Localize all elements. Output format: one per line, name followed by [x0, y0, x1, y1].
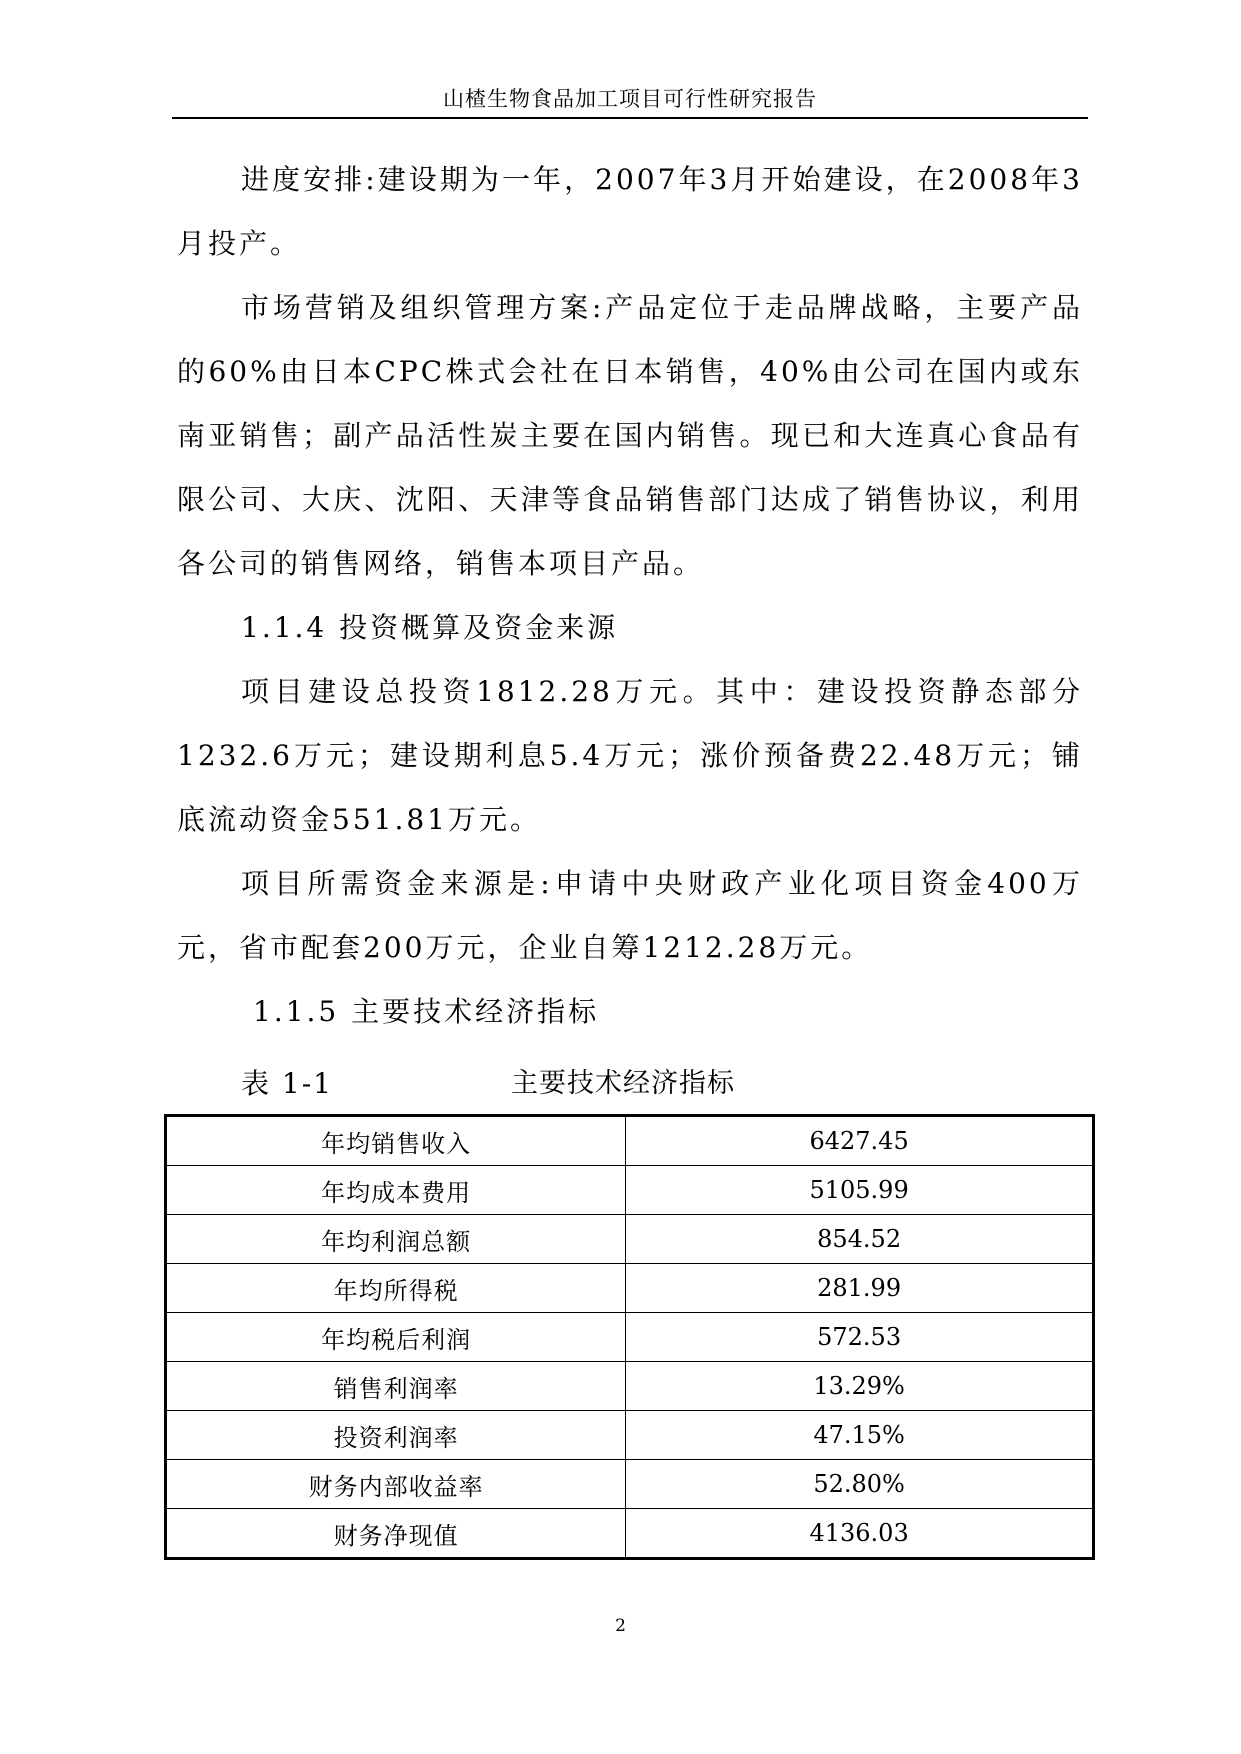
page-header-title: 山楂生物食品加工项目可行性研究报告: [443, 87, 817, 111]
document-body: [177, 148, 1083, 1044]
indicator-value: 13.29%: [626, 1362, 1094, 1411]
indicator-name: 年均所得税: [166, 1264, 626, 1313]
table-row: [166, 1509, 1094, 1559]
table-row: [166, 1411, 1094, 1460]
indicator-name: 财务净现值: [166, 1509, 626, 1559]
table-row: [166, 1116, 1094, 1166]
indicator-value: 4136.03: [626, 1509, 1094, 1559]
schedule-paragraph: 进度安排:建设期为一年，2007年3月开始建设，在2008年3月投产。: [177, 163, 1083, 260]
indicator-value: 854.52: [626, 1215, 1094, 1264]
indicator-value: 47.15%: [626, 1411, 1094, 1460]
indicator-name: 年均成本费用: [166, 1166, 626, 1215]
table-row: [166, 1460, 1094, 1509]
indicator-name: 投资利润率: [166, 1411, 626, 1460]
table-row: [166, 1215, 1094, 1264]
table-row: [166, 1313, 1094, 1362]
indicator-name: 年均销售收入: [166, 1116, 626, 1166]
table-title: 主要技术经济指标: [511, 1068, 735, 1099]
indicators-table: [164, 1114, 1095, 1560]
marketing-paragraph: 市场营销及组织管理方案:产品定位于走品牌战略，主要产品的60%由日本CPC株式会社在日本销售，40%由公司在国内或东南亚销售；副产品活性炭主要在国内销售。现已和大连真心食品有限公司、大庆、沈阳、天津等食品销售部门达成了销售协议，利用各公司的销售网络，销售本项目产品。: [177, 291, 1083, 580]
table-row: [166, 1362, 1094, 1411]
table-label: 表 1-1: [241, 1067, 333, 1100]
indicator-name: 年均利润总额: [166, 1215, 626, 1264]
indicator-value: 572.53: [626, 1313, 1094, 1362]
table-row: [166, 1166, 1094, 1215]
investment-paragraph: 项目建设总投资1812.28万元。其中：建设投资静态部分1232.6万元；建设期利息5.4万元；涨价预备费22.48万元；铺底流动资金551.81万元。: [177, 675, 1083, 836]
section-heading-investment: 1.1.4 投资概算及资金来源: [241, 611, 619, 644]
funding-paragraph: 项目所需资金来源是:申请中央财政产业化项目资金400万元，省市配套200万元，企业自筹1212.28万元。: [177, 867, 1083, 964]
page-number: 2: [615, 1616, 626, 1636]
header-rule: [172, 117, 1088, 119]
indicator-value: 5105.99: [626, 1166, 1094, 1215]
indicator-value: 281.99: [626, 1264, 1094, 1313]
indicator-name: 销售利润率: [166, 1362, 626, 1411]
table-caption: [241, 1062, 1041, 1106]
indicator-name: 年均税后利润: [166, 1313, 626, 1362]
indicator-value: 52.80%: [626, 1460, 1094, 1509]
indicator-name: 财务内部收益率: [166, 1460, 626, 1509]
table-row: [166, 1264, 1094, 1313]
section-heading-indicators: 1.1.5 主要技术经济指标: [253, 995, 600, 1028]
indicator-value: 6427.45: [626, 1116, 1094, 1166]
